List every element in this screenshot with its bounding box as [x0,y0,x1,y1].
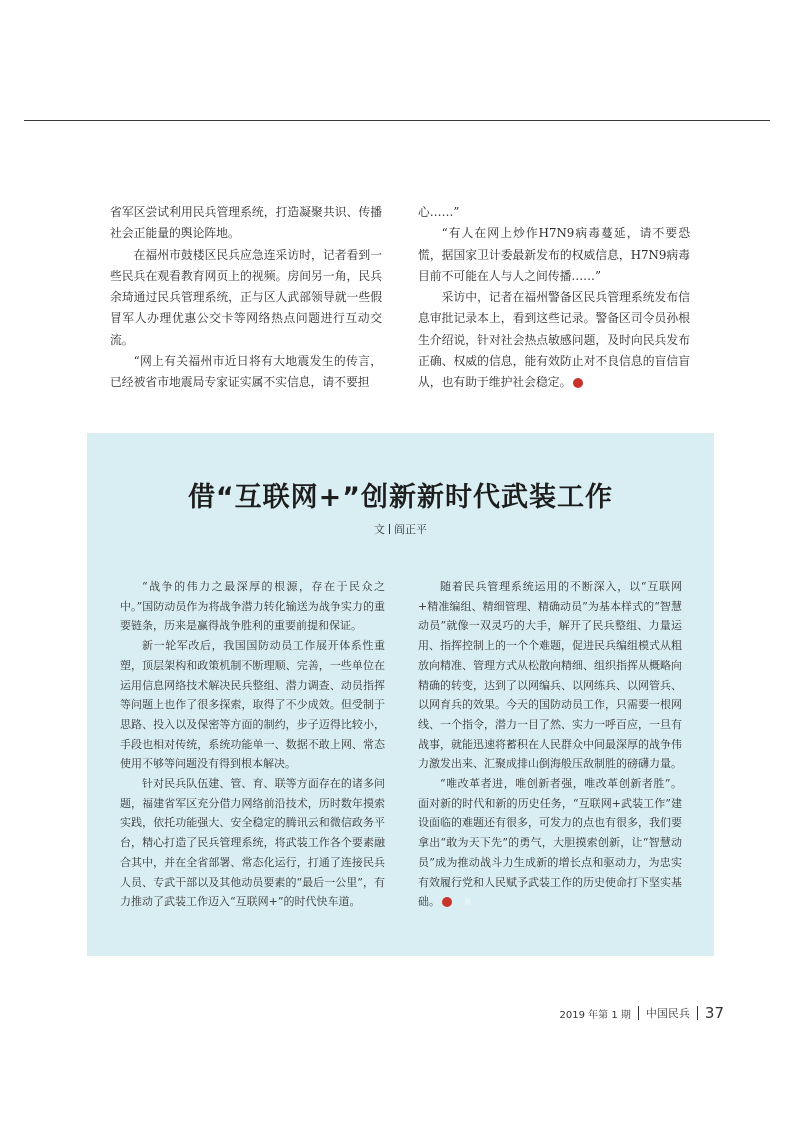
feature-left-column [120,577,385,912]
paragraph: 省军区尝试利用民兵管理系统，打造凝聚共识、传播社会正能量的舆论阵地。 [110,205,382,241]
paragraph: 针对民兵队伍建、管、育、联等方面存在的诸多问题，福建省军区充分借力网络前沿技术，历时数年摸索实践，依托功能强大、安全稳定的腾讯云和微信政务平台，精心打造了民兵管理系统，将武装工作各个要素融合其中，并在全省部署、常态化运行，打通了连接民兵人员、专武干部以及其他动员要素的“最后一公里”，有力推动了武装工作迈入“互联网+”的时代快车道。 [120,777,385,909]
header-rule [24,120,770,121]
end-mark-icon: 兵 [573,378,583,388]
paragraph: 心……” [418,205,460,219]
paragraph: “唯改革者进，唯创新者强，唯改革创新者胜”。面对新的时代和新的历史任务，“互联网+武装工作”建设面临的难题还有很多，可发力的点也有很多，我们要拿出“敢为天下先”的勇气，大胆摸索创新，让“智慧动员”成为推动战斗力生成新的增长点和驱动力，为忠实有效履行党和人民赋予武装工作的历史使命打下坚实基础。 [418,777,682,909]
paragraph-with-end-mark [418,774,682,912]
magazine-name: 中国民兵 [645,1007,690,1020]
paragraph: 采访中，记者在福州警备区民兵管理系统发布信息审批记录本上，看到这些记录。警备区司令员孙根生介绍说，针对社会热点敏感问题，及时向民兵发布正确、权威的信息，能有效防止对不良信息的盲信盲从，也有助于维护社会稳定。 [418,290,690,390]
byline [87,521,714,537]
page-footer [560,1004,724,1022]
issue-label: 2019 年第 1 期 [559,1009,631,1021]
byline-author: 阎正平 [394,523,427,536]
paragraph: “网上有关福州市近日将有大地震发生的传言，已经被省市地震局专家证实属不实信息，请不要担 [110,354,382,390]
paragraph-with-end-mark [418,287,690,393]
page-number: 37 [704,1004,724,1022]
top-article-left-column [110,202,382,394]
paragraph: 新一轮军改后，我国国防动员工作展开体系性重塑，顶层架构和政策机制不断理顺、完善，一些单位在运用信息网络技术解决民兵整组、潜力调查、动员指挥等问题上也作了很多探索，取得了不少成效。但受制于思路、投入以及保密等方面的制约，步子迈得比较小，手段也相对传统，系统功能单一、数据不敢上网、常态使用不够等问题没有得到根本解决。 [120,639,385,771]
paragraph: “战争的伟力之最深厚的根源，存在于民众之中。”国防动员作为将战争潜力转化输送为战争实力的重要链条，历来是赢得战争胜利的重要前提和保证。 [120,580,385,633]
feature-panel [87,433,714,956]
top-article-right-column [418,202,690,394]
end-mark-icon: 兵 [442,897,452,907]
footer-divider [697,1006,698,1020]
paragraph: 随着民兵管理系统运用的不断深入，以“互联网+精准编组、精细管理、精确动员”为基本样式的“智慧动员”就像一双灵巧的大手，解开了民兵整组、力量运用、指挥控制上的一个个难题，促进民兵编组模式从粗放向精准、管理方式从松散向精细、组织指挥从概略向精确的转变，达到了以网编兵、以网练兵、以网管兵、以网育兵的效果。今天的国防动员工作，只需要一根网线、一个指令，潜力一目了然、实力一呼百应，一旦有战事，就能迅速将蓄积在人民群众中间最深厚的战争伟力激发出来、汇聚成排山倒海般压敌制胜的磅礴力量。 [418,580,682,771]
byline-divider [389,524,390,534]
feature-right-column [418,577,682,912]
feature-title: 借“互联网+”创新新时代武装工作 [187,482,614,513]
paragraph: 在福州市鼓楼区民兵应急连采访时，记者看到一些民兵在观看教育网页上的视频。房间另一角，民兵余琦通过民兵管理系统，正与区人武部领导就一些假冒军人办理优惠公交卡等网络热点问题进行互动交流。 [110,247,382,347]
paragraph: “有人在网上炒作H7N9病毒蔓延，请不要恐慌，据国家卫计委最新发布的权威信息，H7N9病毒目前不可能在人与人之间传播……” [418,226,690,283]
byline-prefix: 文 [374,523,385,536]
footer-divider [638,1006,639,1020]
